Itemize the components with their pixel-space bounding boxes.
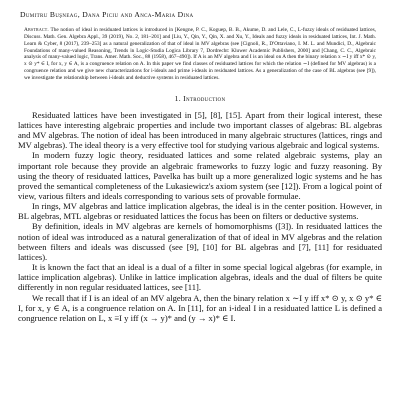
abstract-label: Abstract.	[24, 27, 49, 33]
abstract	[18, 27, 382, 82]
paragraph: In rings, MV algebras and lattice implication algebras, the ideal is in the center position. However, in BL algebras, MTL algebras or residuated lattices the focus has been on filters or deductive systems.	[18, 201, 382, 222]
paragraph: By definition, ideals in MV algebras are kernels of homomorphisms ([3]). In residuated lattices the notion of ideal was introduced as a natural generalization of that of ideal in MV algebras and the relation between filters and ideals was discussed (see [9], [10] for BL algebras and [7], [11] for residuated lattices).	[18, 221, 382, 262]
paragraph: It is known the fact that an ideal is a dual of a filter in some special logical algebras (for example, in lattice implication algebras). Unlike in lattice implication algebras, ideals and the dual of filters be quite differently in non regular residuated lattices, see [11].	[18, 262, 382, 293]
paragraph: We recall that if I is an ideal of an MV algebra A, then the binary relation x ∼I y iff x* ⊙ y, x ⊙ y* ∈ I, for x, y ∈ A, is a congruence relation on A. In [11], for an i-ideal I in a residuated lattice L is defined a congruence relation on L, x ≡I y iff (x → y)* and (y → x)* ∈ I.	[18, 292, 382, 323]
paragraph: In modern fuzzy logic theory, residuated lattices and some related algebraic systems, play an important role because they provide an algebraic frameworks to fuzzy logic and fuzzy reasoning. By using the theory of residuated lattices, Pavelka has built up a more generalized logic systems and he has proved the semantical completeness of the Lukasiewicz's axiom system (see [12]). From a logical point of view, various filters and ideals corresponding to various sets of provable formulae.	[18, 150, 382, 201]
section-title: 1. Introduction	[174, 93, 226, 103]
running-header-authors: Dumitru Buşneag, Dana Piciu and Anca-Maria Dina	[20, 10, 194, 19]
paragraph: Residuated lattices have been investigated in [5], [8], [15]. Apart from their logical interest, these lattices have interesting algebraic properties and include two important classes of algebras: BL algebras and MV algebras. The notion of ideal has been introduced in many algebraic structures (lattices, rings and MV algebras). The ideal theory is a very effective tool for studying various algebraic and logical systems.	[18, 109, 382, 151]
abstract-text: The notion of ideal in residuated lattices is introduced in [Kengne, P. C., Koguep, B. B., Akume, D. and Lele, C., L-fuzzy ideals of residuated lattices, Discuss. Math. Gen. Algebra Appl., 39 (2019), No. 2, 181–201] and [Liu, Y., Qin, Y., Qin, X. and Xu, Y., Ideals and fuzzy ideals in residuated lattices, Int. J. Math. Learn & Cyber, 8 (2017), 239–253] as a natural generalization of that of ideal in MV algebras (see [Cignoli, R., D'Ottaviano, I. M. L. and Mundici, D., Algebraic Foundations of many-valued Reasoning, Trends in Logic-Studia Logica Library 7, Dordrecht: Kluwer Academic Publishers, 2000] and [Chang, C. C., Algebraic analysis of many-valued logic, Trans. Amer. Math. Soc., 88 (1958), 467–490]). If A is an MV algebra and I is an ideal on A then the binary relation x ∼I y iff x* ⊙ y, x ⊙ y* ∈ I, for x, y ∈ A, is a congruence relation on A. In this paper we find classes of residuated lattices for which the relation ∼I (defined for MV algebras) is a congruence relation and we give new characterizations for i-ideals and prime i-ideals in residuated lattices. As a generalization of the case of BL algebras (see [9]), we investigate the relationship between i-ideals and deductive systems in residuated lattices.	[24, 27, 376, 81]
